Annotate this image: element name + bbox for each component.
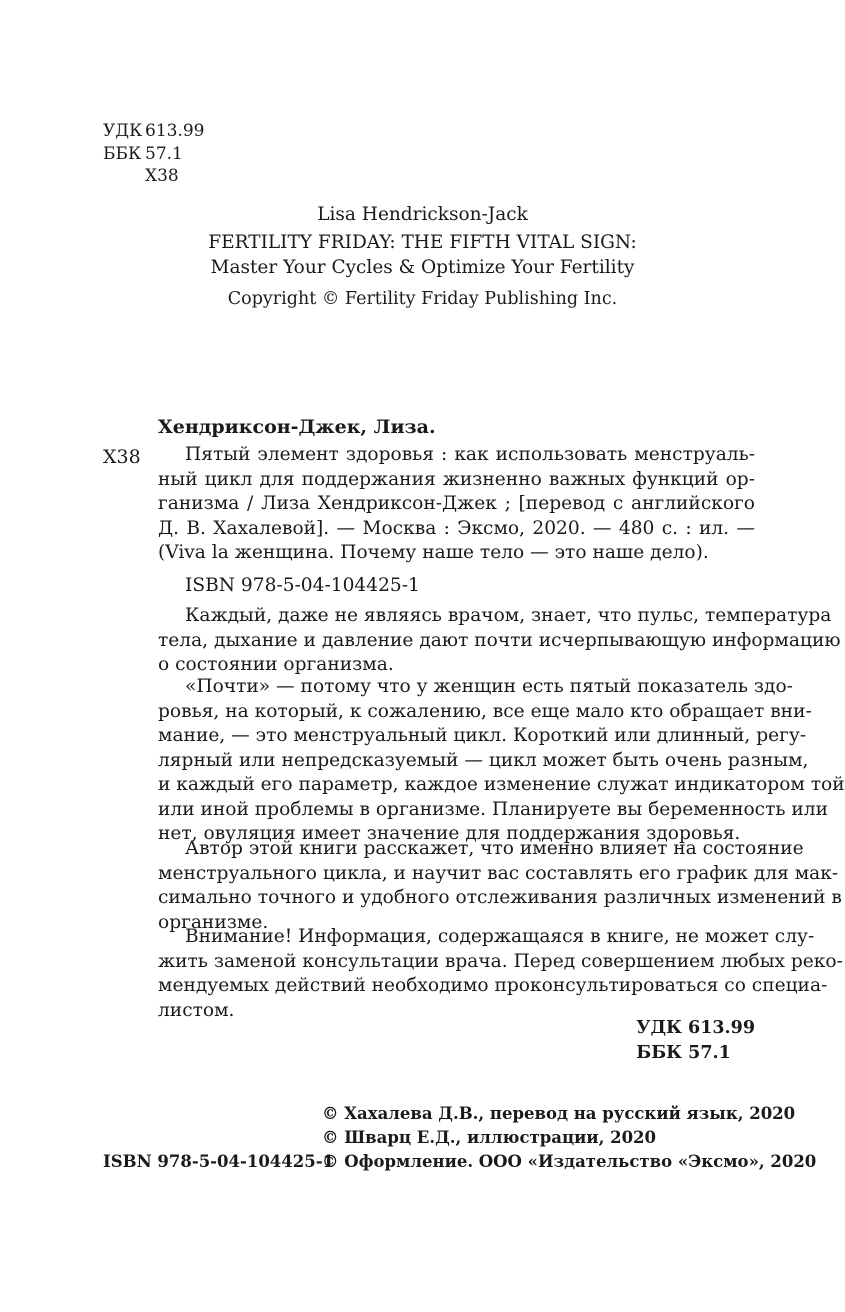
description-line: Д. В. Хахалевой]. — Москва : Эксмо, 2020. — 480 с. : ил. — [158,517,755,539]
udk-row [103,120,204,143]
annotation-line: организме. [158,911,269,933]
annotation-line: тела, дыхание и давление дают почти исчерпывающую информацию [158,629,841,651]
annotation-line: Внимание! Информация, содержащаяся в книге, не может слу- [185,926,815,947]
original-copyright: Copyright © Fertility Friday Publishing Inc. [227,289,618,309]
copyright-translation: © Хахалева Д.В., перевод на русский язык, 2020 [322,1104,796,1123]
bibliographic-author: Хендриксон-Джек, Лиза. [158,416,436,438]
isbn: ISBN 978-5-04-104425-1 [185,575,420,596]
classification-codes [103,120,204,188]
udk-label: УДК [103,121,143,141]
annotation-paragraph-3 [158,837,842,935]
annotation-line: жить заменой консультации врача. Перед совершением любых реко- [158,950,843,972]
udk-value: 613.99 [145,121,205,141]
description-line: ный цикл для поддержания жизненно важных функций ор- [158,468,755,490]
bibliographic-cutter: Х38 [103,446,141,468]
bottom-udk: УДК 613.99 [636,1018,755,1038]
isbn-bottom: ISBN 978-5-04-104425-1 [103,1152,335,1171]
annotation-line: Каждый, даже не являясь врачом, знает, что пульс, температура [185,605,832,626]
annotation-line: симально точного и удобного отслеживания различных изменений в [158,887,842,908]
annotation-paragraph-2 [158,675,845,847]
description-line: (Viva la женщина. Почему наше тело — это наше дело). [158,542,709,563]
original-author: Lisa Hendrickson-Jack [317,204,528,225]
annotation-line: Автор этой книги расскажет, что именно влияет на состояние [185,838,804,859]
annotation-line: лярный или непредсказуемый — цикл может быть очень разным, [158,749,809,771]
annotation-line: нет, овуляция имеет значение для поддержания здоровья. [158,823,741,844]
description-line: ганизма / Лиза Хендриксон-Джек ; [перевод с английского [158,493,755,514]
copyright-illustrations: © Шварц Е.Д., иллюстрации, 2020 [322,1128,657,1147]
annotation-paragraph-4 [158,925,843,1023]
bottom-bbk: ББК 57.1 [636,1043,731,1063]
cutter-row [103,165,204,188]
copyright-design: © Оформление. ООО «Издательство «Эксмо», 2020 [322,1152,817,1171]
bbk-value: 57.1 [145,143,183,164]
bottom-classification-codes [636,1016,755,1066]
annotation-paragraph-1 [158,604,841,678]
bbk-label: ББК [103,143,142,164]
description-line: Пятый элемент здоровья : как использовать менструаль- [185,444,755,465]
cutter-code: Х38 [145,166,179,186]
annotation-line: и каждый его параметр, каждое изменение служат индикатором той [158,774,845,795]
annotation-line: или иной проблемы в организме. Планируете вы беременность или [158,798,828,820]
bibliographic-description [158,443,755,566]
bbk-row [103,143,204,166]
annotation-line: ровья, на который, к сожалению, все еще мало кто обращает вни- [158,700,812,722]
original-title-line1: FERTILITY FRIDAY: THE FIFTH VITAL SIGN: [208,232,637,253]
annotation-line: мендуемых действий необходимо проконсультироваться со специа- [158,975,828,996]
annotation-line: мание, — это менструальный цикл. Короткий или длинный, регу- [158,725,807,746]
annotation-line: менструального цикла, и научит вас составлять его график для мак- [158,862,839,884]
original-title-line2: Master Your Cycles & Optimize Your Fertility [210,257,635,278]
annotation-line: листом. [158,999,235,1021]
annotation-line: «Почти» — потому что у женщин есть пятый показатель здо- [185,676,793,697]
annotation-line: о состоянии организма. [158,654,394,675]
